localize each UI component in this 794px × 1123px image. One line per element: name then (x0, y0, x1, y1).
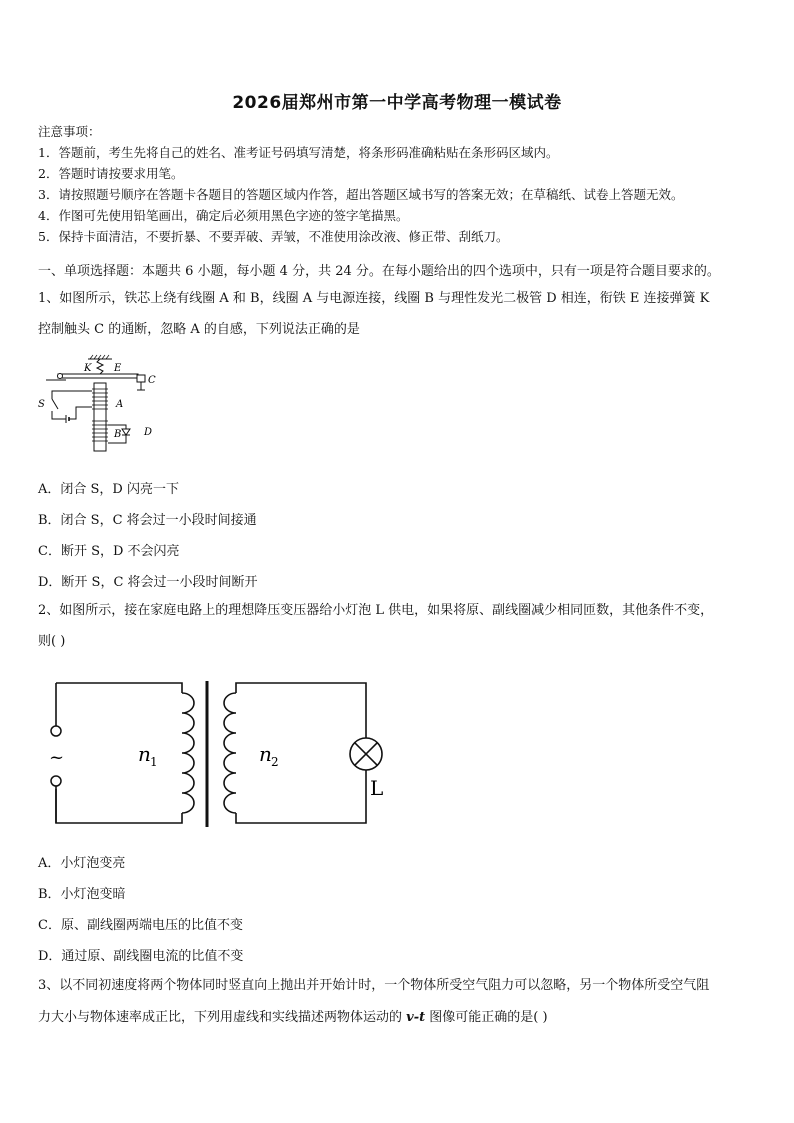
n1-subscript: 1 (150, 755, 158, 769)
q1-option-d: D．断开 S，C 将会过一小段时间断开 (38, 575, 258, 590)
q2-option-b: B．小灯泡变暗 (38, 887, 126, 902)
q2-option-d: D．通过原、副线圈电流的比值不变 (38, 949, 244, 964)
q1-option-a: A．闭合 S，D 闪亮一下 (38, 482, 179, 497)
notes-heading: 注意事项： (38, 124, 101, 139)
page-title: 2026届郑州市第一中学高考物理一模试卷 (232, 93, 562, 113)
lamp-label: L (370, 776, 384, 800)
q2-option-a: A．小灯泡变亮 (38, 856, 126, 871)
label-k: K (84, 363, 92, 374)
q3-stem-prefix: 力大小与物体速率成正比，下列用虚线和实线描述两物体运动的 (38, 1010, 407, 1025)
note-item: 1．答题前，考生先将自己的姓名、准考证号码填写清楚，将条形码准确粘贴在条形码区域内。 (38, 145, 559, 160)
q1-option-c: C．断开 S，D 不会闪亮 (38, 544, 180, 559)
q2-transformer-figure (40, 675, 400, 835)
n2-subscript: 2 (271, 755, 279, 769)
notes-block (38, 121, 683, 247)
q3-stem-line1: 3、以不同初速度将两个物体同时竖直向上抛出并开始计时，一个物体所受空气阻力可以忽略，另一个物体所受空气阻 (38, 978, 710, 993)
q2-option-c: C．原、副线圈两端电压的比值不变 (38, 918, 243, 933)
q2-stem-line1: 2、如图所示，接在家庭电路上的理想降压变压器给小灯泡 L 供电，如果将原、副线圈减少相同匝数，其他条件不变， (38, 603, 714, 618)
note-item: 5．保持卡面清洁，不要折暴、不要弄破、弄皱，不准使用涂改液、修正带、刮纸刀。 (38, 229, 509, 244)
label-e: E (114, 363, 122, 374)
label-a: A (116, 399, 124, 410)
label-b: B (114, 429, 122, 440)
section-heading: 一、单项选择题：本题共 6 小题，每小题 4 分，共 24 分。在每小题给出的四个选项中，只有一项是符合题目要求的。 (38, 264, 720, 279)
note-item: 2．答题时请按要求用笔。 (38, 166, 184, 181)
q3-stem-suffix: 图像可能正确的是( ) (425, 1010, 548, 1025)
q1-option-b: B．闭合 S，C 将会过一小段时间接通 (38, 513, 257, 528)
n1-label: n (138, 742, 151, 766)
label-d: D (144, 427, 153, 438)
n2-label: n (259, 742, 272, 766)
note-item: 4．作图可先使用铅笔画出，确定后必须用黑色字迹的签字笔描黑。 (38, 208, 409, 223)
q3-stem-line2 (38, 1008, 548, 1028)
q1-stem-line1: 1、如图所示，铁芯上绕有线圈 A 和 B，线圈 A 与电源连接，线圈 B 与理性发光二极管 D 相连，衔铁 E 连接弹簧 K (38, 291, 710, 306)
q2-stem-line2: 则( ) (38, 634, 66, 649)
q3-vt-variable: v-t (406, 1010, 426, 1025)
note-item: 3．请按照题号顺序在答题卡各题目的答题区域内作答，超出答题区域书写的答案无效；在草稿纸、试卷上答题无效。 (38, 187, 684, 202)
q1-stem-line2: 控制触头 C 的通断，忽略 A 的自感，下列说法正确的是 (38, 322, 360, 337)
ac-source-symbol: ~ (49, 747, 65, 768)
q1-relay-figure (36, 355, 166, 455)
label-s: S (38, 399, 45, 410)
label-c: C (148, 375, 156, 386)
